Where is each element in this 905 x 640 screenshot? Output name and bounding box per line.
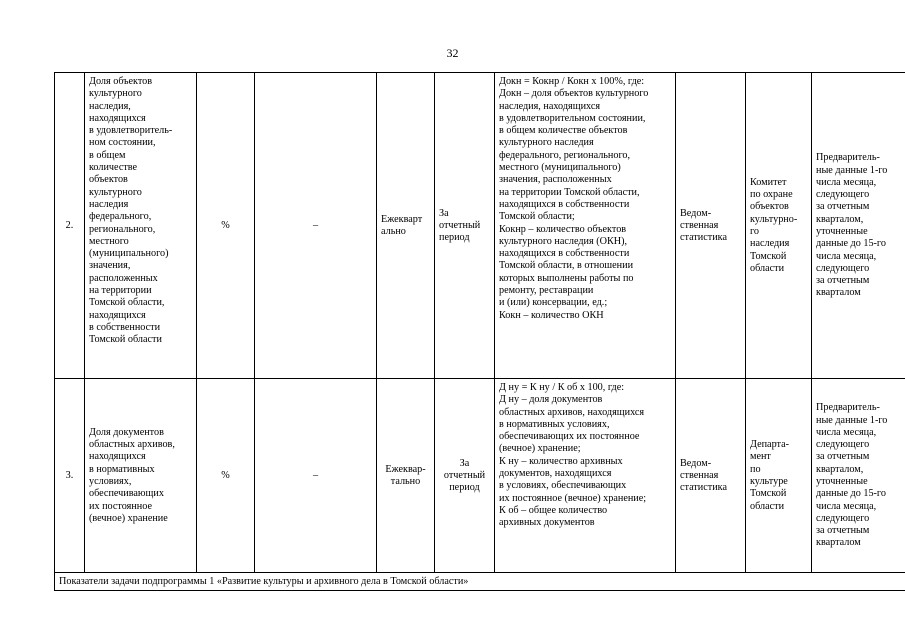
cell-text-line: период [449,482,480,494]
cell-text-line: Д ну = К ну / К об x 100, где: [499,382,625,393]
cell-text-line: находящихся [89,112,146,124]
cell-text-line: в нормативных условиях, [499,418,610,430]
periodicity-cell [377,379,435,573]
cell-text-line: Томской [750,488,787,500]
cell-text-line: ремонту, реставрации [499,285,594,297]
cell-text-line: Департа- [750,439,790,451]
cell-text-line: количестве [89,162,138,174]
cell-text-line: го [750,226,760,237]
cell-text-line: статистика [680,482,728,494]
cell-text-line: местного (муниципального) [499,162,621,174]
table-row [55,73,905,379]
cell-text-line: культурного наследия (ОКН), [499,235,628,247]
cell-text-line: Доля объектов [89,76,153,87]
indicator-name-cell [85,73,197,379]
cell-text-line: следующего [816,262,870,274]
cell-text-line: в нормативных [89,463,155,475]
cell-text-line: Ежеквар- [385,463,426,475]
cell-text-line: следующего [816,512,870,524]
cell-text-line: местного [89,235,129,247]
cell-text-line: областных архивов, [89,439,175,451]
unit-cell: % [197,379,255,573]
cell-text-line: наследия [89,198,129,210]
cell-text-line: обеспечивающих [89,488,164,500]
cell-text-line: обеспечивающих их постоянное [499,431,640,443]
cell-text-line: в общем количестве объектов [499,125,628,137]
cell-text-line: Томской области; [499,211,575,223]
cell-text-line: данные до 15-го [816,488,886,500]
cell-text-line: уточненные [816,226,868,237]
method-cell [676,379,746,573]
indicator-name-cell [85,379,197,573]
cell-text-line: культурного наследия [499,137,594,149]
cell-text-line: ные данные 1-го [816,414,888,426]
cell-text-line: находящихся [89,309,146,321]
deadline-cell [812,73,905,379]
responsible-cell [746,379,812,573]
cell-text-line: Кокн – количество ОКН [499,309,604,321]
cell-text-line: значения, [89,260,131,272]
cell-text-line: областных архивов, находящихся [499,406,645,418]
cell-text-line: Доля документов [89,426,164,438]
cell-text-line: следующего [816,439,870,451]
cell-text-line: документов, находящихся [499,468,612,480]
cell-text-line: за отчетным [816,201,870,213]
cell-text-line: значения, расположенных [499,174,612,186]
base-value-cell: – [255,73,377,379]
cell-text-line: находящихся [89,451,146,463]
period-cell [435,379,495,573]
cell-text-line: Томской области [89,334,162,346]
cell-text-line: культурного [89,186,142,198]
cell-text-line: условиях, [89,476,132,487]
task-indicators-heading: Показатели задачи подпрограммы 1 «Развитие культуры и архивного дела в Томской области» [55,573,905,591]
cell-text-line: наследия [750,238,790,250]
responsible-cell [746,73,812,379]
cell-text-line: числа месяца, [816,426,877,438]
cell-text-line: находящихся в собственности [499,198,630,210]
cell-text-line: кварталом, [816,463,864,475]
cell-text-line: Ведом- [680,207,712,219]
cell-text-line: За [439,207,449,219]
formula-cell [495,73,676,379]
row-number-cell: 2. [55,73,85,379]
period-cell [435,73,495,379]
cell-text-line: Ведом- [680,457,712,469]
cell-text-line: числа месяца, [816,500,877,512]
cell-text-line: Томской области, в отношении [499,260,634,272]
cell-text-line: культурного [89,88,142,100]
cell-text-line: за отчетным [816,451,870,463]
cell-text-line: За [459,457,470,469]
cell-text-line: в условиях, обеспечивающих [499,480,627,492]
cell-text-line: наследия, находящихся [499,100,601,112]
cell-text-line: (вечное) хранение [89,512,168,524]
cell-text-line: объектов [89,174,128,186]
periodicity-cell [377,73,435,379]
cell-text-line: наследия, [89,100,131,112]
cell-text-line: данные до 15-го [816,238,886,250]
cell-text-line: К ну – количество архивных [499,455,623,467]
cell-text-line: их постоянное (вечное) хранение; [499,492,647,504]
cell-text-line: области [750,500,785,512]
cell-text-line: ально [381,226,406,237]
cell-text-line: отчетный [443,469,486,481]
cell-text-line: следующего [816,189,870,201]
cell-text-line: ственная [680,219,719,231]
cell-text-line: (вечное) хранение; [499,443,581,455]
cell-text-line: федерального, регионального, [499,149,631,161]
indicators-table [54,72,905,591]
cell-text-line: регионального, [89,223,156,235]
unit-cell: % [197,73,255,379]
cell-text-line: за отчетным [816,275,870,287]
cell-text-line: за отчетным [816,525,870,537]
cell-text-line: расположенных [89,272,158,284]
cell-text-line: объектов [750,201,789,213]
cell-text-line: числа месяца, [816,250,877,262]
cell-text-line: кварталом [816,287,861,299]
cell-text-line: области [750,262,785,274]
formula-cell [495,379,676,573]
cell-text-line: числа месяца, [816,176,877,188]
cell-text-line: кварталом, [816,213,864,225]
cell-text-line: ном состоянии, [89,137,156,149]
cell-text-line: Кокнр – количество объектов [499,223,627,235]
cell-text-line: Комитет [750,176,787,188]
cell-text-line: кварталом [816,537,861,549]
cell-text-line: уточненные [816,476,868,487]
method-cell [676,73,746,379]
page-number: 32 [446,46,459,60]
cell-text-line: мент [750,451,771,463]
cell-text-line: тально [390,476,421,487]
cell-text-line: на территории [89,285,152,297]
cell-text-line: Томской области, [89,297,165,309]
cell-text-line: К об – общее количество [499,504,608,516]
cell-text-line: их постоянное [89,500,152,512]
cell-text-line: ные данные 1-го [816,164,888,176]
cell-text-line: в собственности [89,321,161,333]
cell-text-line: в общем [89,149,126,161]
cell-text-line: период [439,232,470,244]
cell-text-line: (муниципального) [89,248,169,260]
cell-text-line: культурно- [750,213,798,225]
cell-text-line: Д ну – доля документов [499,394,603,406]
base-value-cell: – [255,379,377,573]
cell-text-line: ственная [680,469,719,481]
deadline-cell [812,379,905,573]
cell-text-line: архивных документов [499,517,595,529]
cell-text-line: на территории Томской области, [499,186,640,198]
cell-text-line: отчетный [439,219,481,231]
table-row [55,379,905,573]
row-number-cell: 3. [55,379,85,573]
cell-text-line: Предваритель- [816,402,880,414]
cell-text-line: Докн – доля объектов культурного [499,88,649,100]
cell-text-line: Томской [750,250,787,262]
cell-text-line: Предваритель- [816,152,880,164]
cell-text-line: в удовлетворительном состоянии, [499,112,646,124]
cell-text-line: в удовлетворитель- [89,125,173,137]
cell-text-line: Докн = Кокнр / Кокн x 100%, где: [499,76,645,87]
table-row [55,573,905,591]
cell-text-line: Ежекварт [381,213,423,225]
cell-text-line: федерального, [89,211,152,223]
cell-text-line: которых выполнены работы по [499,272,634,284]
cell-text-line: культуре [750,476,788,487]
cell-text-line: статистика [680,232,728,244]
cell-text-line: находящихся в собственности [499,248,630,260]
cell-text-line: и (или) консервации, ед.; [499,297,608,309]
cell-text-line: по охране [750,189,793,201]
cell-text-line: по [750,463,761,475]
